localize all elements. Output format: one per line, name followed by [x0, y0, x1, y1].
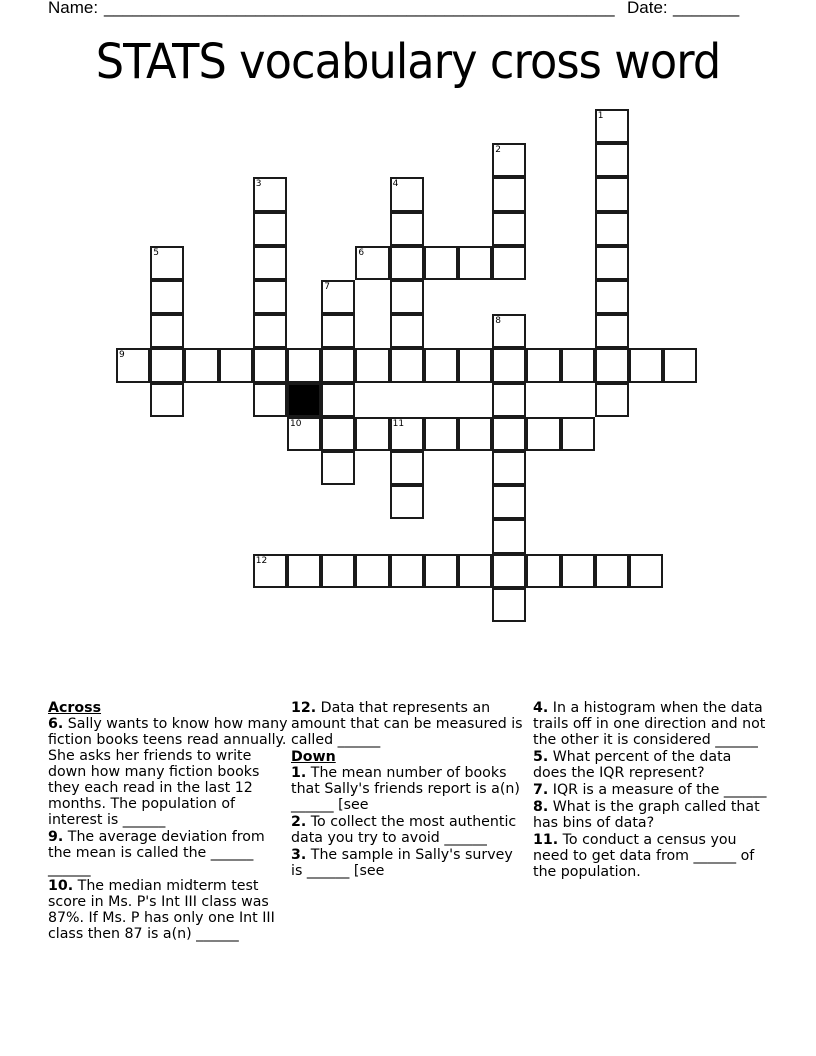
clue-number: 5.: [533, 749, 549, 765]
grid-cell[interactable]: [253, 246, 287, 280]
grid-cell[interactable]: [492, 519, 526, 553]
date-field[interactable]: _______: [673, 0, 740, 17]
clue-text: Sally wants to know how many fiction books teens read annually. She asks her friends to write down how many fiction books they each read in the last 12 months. The population of interest is ______: [48, 716, 288, 828]
grid-cell[interactable]: [492, 177, 526, 211]
grid-cell[interactable]: [253, 348, 287, 382]
clue-number: 7.: [533, 782, 549, 798]
grid-cell[interactable]: [355, 554, 389, 588]
page-title: STATS vocabulary cross word: [95, 34, 721, 90]
grid-cell[interactable]: [561, 554, 595, 588]
grid-cell[interactable]: [424, 246, 458, 280]
clue-number: 6.: [48, 716, 64, 732]
grid-cell[interactable]: [561, 417, 595, 451]
clue-text: The mean number of books that Sally's friends report is a(n) ______ [see: [291, 765, 520, 813]
down-heading: Down: [291, 749, 336, 765]
grid-cell[interactable]: [321, 383, 355, 417]
clue-text: What percent of the data does the IQR represent?: [533, 749, 732, 781]
clue-text: The median midterm test score in Ms. P's Int III class was 87%. If Ms. P has only one Int III class then 87 is a(n) ______: [48, 878, 275, 942]
clue-number: 9.: [48, 829, 64, 845]
grid-cell[interactable]: [390, 212, 424, 246]
grid-cell[interactable]: [595, 383, 629, 417]
grid-cell[interactable]: [321, 417, 355, 451]
grid-cell[interactable]: [321, 314, 355, 348]
clue-number: 1.: [291, 765, 307, 781]
grid-cell[interactable]: [526, 417, 560, 451]
grid-cell[interactable]: [253, 177, 287, 211]
grid-cell[interactable]: [287, 554, 321, 588]
grid-cell[interactable]: [424, 348, 458, 382]
clue-number: 12.: [291, 700, 317, 716]
grid-cell[interactable]: [492, 451, 526, 485]
grid-cell[interactable]: [184, 348, 218, 382]
grid-cell[interactable]: [355, 417, 389, 451]
clue-number: 4.: [533, 700, 549, 716]
clue-text: To conduct a census you need to get data from ______ of the population.: [533, 832, 755, 880]
clue-number: 2.: [291, 814, 307, 830]
clue-number: 10.: [48, 878, 74, 894]
name-field[interactable]: ______________________________________________________: [104, 0, 615, 17]
clue-number-label: 8: [495, 316, 501, 327]
grid-cell[interactable]: [629, 348, 663, 382]
grid-cell[interactable]: [458, 554, 492, 588]
grid-cell[interactable]: [492, 143, 526, 177]
grid-cell[interactable]: [492, 554, 526, 588]
grid-cell[interactable]: [458, 348, 492, 382]
grid-cell[interactable]: [458, 417, 492, 451]
clue-text: To collect the most authentic data you try to avoid ______: [291, 814, 517, 846]
grid-cell[interactable]: [253, 383, 287, 417]
grid-cell[interactable]: [526, 554, 560, 588]
clue-number: 11.: [533, 832, 559, 848]
grid-cell[interactable]: [526, 348, 560, 382]
grid-cell[interactable]: [595, 314, 629, 348]
name-label: Name:: [48, 0, 99, 17]
clue-text: What is the graph called that has bins of data?: [533, 799, 760, 831]
grid-cell[interactable]: [595, 109, 629, 143]
clue-down-1: [291, 765, 527, 813]
grid-cell[interactable]: [492, 348, 526, 382]
grid-cell[interactable]: [390, 177, 424, 211]
grid-cell[interactable]: [321, 348, 355, 382]
clue-number-label: 4: [392, 179, 399, 190]
across-heading: Across: [48, 700, 102, 716]
grid-cell[interactable]: [321, 451, 355, 485]
grid-cell[interactable]: [321, 280, 355, 314]
clue-number-label: 1: [597, 111, 604, 121]
grid-cell[interactable]: [116, 348, 150, 382]
clue-text: The average deviation from the mean is called the ______ ______: [48, 829, 265, 877]
clue-number-label: 6: [358, 247, 365, 258]
grid-cell[interactable]: [253, 554, 287, 588]
grid-cell[interactable]: [150, 383, 184, 417]
grid-cell[interactable]: [492, 417, 526, 451]
grid-cell[interactable]: [390, 554, 424, 588]
clue-number-label: 10: [290, 418, 302, 429]
black-cell: [287, 383, 321, 417]
grid-cell[interactable]: [424, 417, 458, 451]
clue-down-8: [533, 799, 769, 831]
grid-cell[interactable]: [355, 348, 389, 382]
clue-number-label: 9: [119, 350, 125, 361]
date-label: Date:: [627, 0, 668, 17]
clue-text: IQR is a measure of the ______: [548, 782, 767, 798]
grid-cell[interactable]: [321, 554, 355, 588]
grid-cell[interactable]: [219, 348, 253, 382]
grid-cell[interactable]: [390, 280, 424, 314]
clue-number-label: 2: [495, 145, 501, 156]
grid-cell[interactable]: [253, 314, 287, 348]
clue-down-11: [533, 832, 769, 880]
grid-cell[interactable]: [150, 314, 184, 348]
grid-cell[interactable]: [424, 554, 458, 588]
grid-cell[interactable]: [390, 246, 424, 280]
clue-number-label: 11: [392, 418, 405, 429]
grid-cell[interactable]: [492, 212, 526, 246]
grid-cell[interactable]: [492, 314, 526, 348]
grid-cell[interactable]: [492, 485, 526, 519]
clue-number: 8.: [533, 799, 549, 815]
grid-cell[interactable]: [355, 246, 389, 280]
clue-text: The sample in Sally's survey is ______ [see: [291, 847, 513, 879]
grid-cell[interactable]: [287, 417, 321, 451]
clue-number-label: 7: [324, 282, 330, 292]
clue-across-12: [291, 700, 527, 748]
grid-cell[interactable]: [595, 246, 629, 280]
grid-cell[interactable]: [150, 246, 184, 280]
grid-cell[interactable]: [390, 314, 424, 348]
clue-down-7: [533, 782, 769, 798]
clue-number-label: 3: [255, 179, 262, 190]
grid-cell[interactable]: [492, 588, 526, 622]
grid-cell[interactable]: [390, 485, 424, 519]
grid-cell[interactable]: [595, 348, 629, 382]
grid-cell[interactable]: [595, 554, 629, 588]
clue-across-6: [48, 716, 288, 828]
clue-text: In a histogram when the data trails off in one direction and not the other it is considered ______: [533, 700, 766, 748]
grid-cell[interactable]: [595, 177, 629, 211]
clue-number: 3.: [291, 847, 307, 863]
grid-cell[interactable]: [629, 554, 663, 588]
grid-cell[interactable]: [287, 348, 321, 382]
grid-cell[interactable]: [150, 348, 184, 382]
grid-cell[interactable]: [595, 212, 629, 246]
clue-across-10: [48, 878, 288, 942]
grid-cell[interactable]: [663, 348, 697, 382]
grid-cell[interactable]: [458, 246, 492, 280]
grid-cell[interactable]: [253, 280, 287, 314]
grid-cell[interactable]: [492, 383, 526, 417]
clue-down-2: [291, 814, 527, 846]
grid-cell[interactable]: [150, 280, 184, 314]
clue-down-5: [533, 749, 769, 781]
clue-number-label: 12: [255, 555, 268, 566]
grid-cell[interactable]: [595, 280, 629, 314]
grid-cell[interactable]: [253, 212, 287, 246]
clue-text: Data that represents an amount that can be measured is called ______: [291, 700, 523, 748]
grid-cell[interactable]: [561, 348, 595, 382]
grid-cell[interactable]: [492, 246, 526, 280]
clue-down-3: [291, 847, 527, 879]
grid-cell[interactable]: [390, 451, 424, 485]
clue-down-4: [533, 700, 769, 748]
grid-cell[interactable]: [595, 143, 629, 177]
clue-number-label: 5: [153, 247, 159, 258]
grid-cell[interactable]: [390, 417, 424, 451]
clues-column-3: [533, 700, 769, 881]
grid-cell[interactable]: [390, 348, 424, 382]
clues-column-1: [48, 700, 288, 943]
clues-column-2: [291, 700, 527, 880]
clue-across-9: [48, 829, 288, 877]
